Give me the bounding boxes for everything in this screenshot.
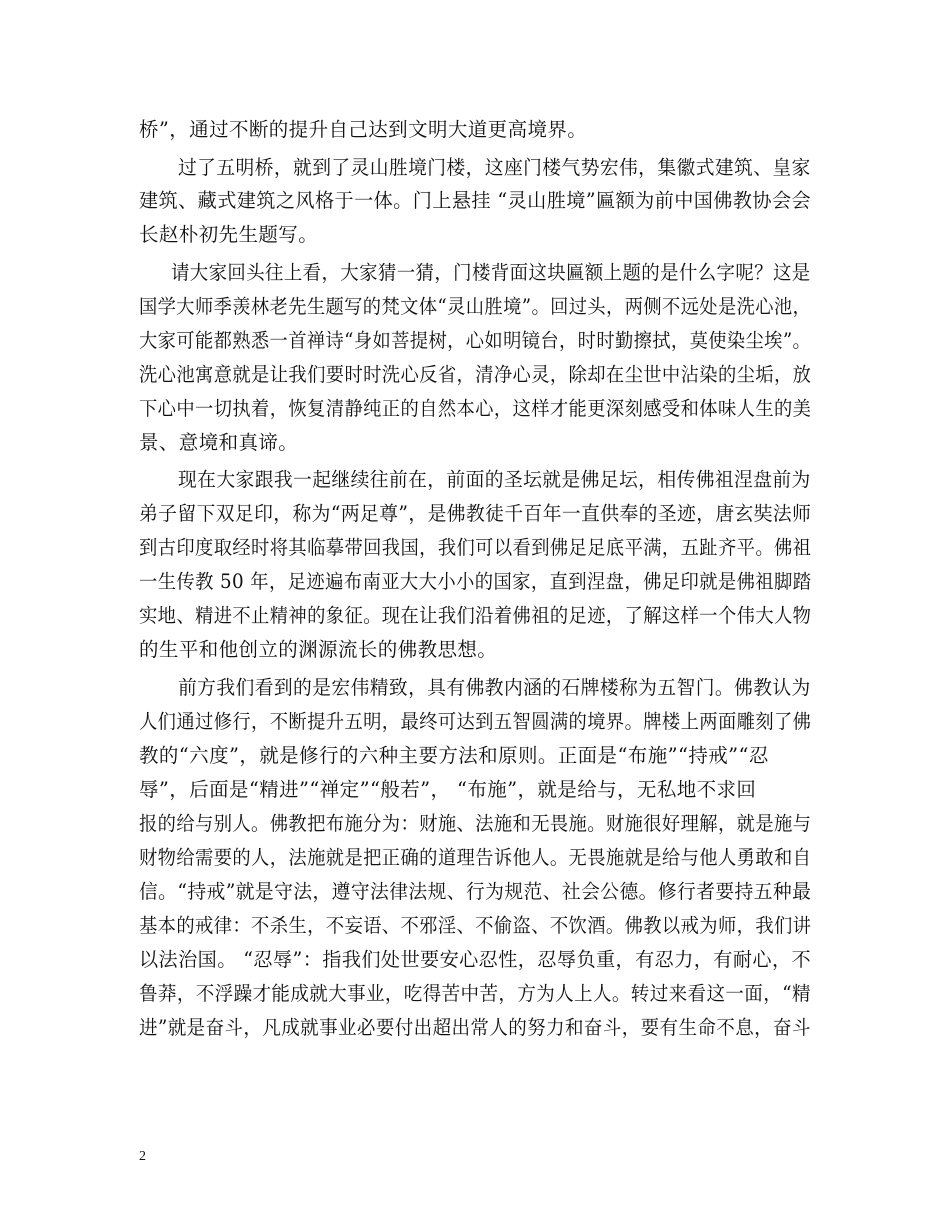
paragraph-line: 财物给需要的人，法施就是把正确的道理告诉他人。无畏施就是给与他人勇敢和自 bbox=[139, 846, 812, 869]
paragraph-line: 基本的戒律：不杀生，不妄语、不邪淫、不偷盗、不饮酒。佛教以戒为师，我们讲 bbox=[139, 914, 812, 937]
paragraph-line: 一生传教 50 年，足迹遍布南亚大大小小的国家，直到涅盘，佛足印就是佛祖脚踏 bbox=[139, 570, 812, 593]
page-number: 2 bbox=[139, 1149, 146, 1164]
paragraph-line: 的生平和他创立的渊源流长的佛教思想。 bbox=[139, 638, 498, 661]
paragraph-line: 洗心池寓意就是让我们要时时洗心反省，清净心灵，除却在尘世中沾染的尘垢，放 bbox=[139, 363, 812, 386]
paragraph-line: 下心中一切执着，恢复清静纯正的自然本心，这样才能更深刻感受和体味人生的美 bbox=[139, 397, 812, 420]
paragraph-line: 实地、精进不止精神的象征。现在让我们沿着佛祖的足迹，了解这样一个伟大人物 bbox=[139, 604, 812, 627]
paragraph-line: 弟子留下双足印，称为“两足尊”，是佛教徒千百年一直供奉的圣迹，唐玄奘法师 bbox=[139, 502, 812, 525]
paragraph-line: 辱”，后面是“精进”“禅定”“般若”， “布施”，就是给与，无私地不求回 bbox=[139, 778, 757, 801]
paragraph-line: 到古印度取经时将其临摹带回我国，我们可以看到佛足足底平满，五趾齐平。佛祖 bbox=[139, 536, 812, 559]
paragraph-line: 大家可能都熟悉一首禅诗“身如菩提树，心如明镜台，时时勤擦拭，莫使染尘埃”。 bbox=[139, 329, 812, 352]
paragraph-line: 请大家回头往上看，大家猜一猜，门楼背面这块匾额上题的是什么字呢？这是 bbox=[171, 261, 811, 284]
paragraph-line: 建筑、藏式建筑之风格于一体。门上悬挂 “灵山胜境”匾额为前中国佛教协会会 bbox=[139, 189, 812, 212]
paragraph-line: 鲁莽，不浮躁才能成就大事业，吃得苦中苦，方为人上人。转过来看这一面，“精 bbox=[139, 982, 811, 1005]
paragraph-line: 现在大家跟我一起继续往前在，前面的圣坛就是佛足坛，相传佛祖涅盘前为 bbox=[178, 468, 811, 491]
paragraph-line: 前方我们看到的是宏伟精致，具有佛教内涵的石牌楼称为五智门。佛教认为 bbox=[178, 676, 811, 699]
paragraph-line: 人们通过修行，不断提升五明，最终可达到五智圆满的境界。牌楼上两面雕刻了佛 bbox=[139, 710, 812, 733]
paragraph-line: 桥”，通过不断的提升自己达到文明大道更高境界。 bbox=[139, 118, 588, 141]
paragraph-line: 过了五明桥，就到了灵山胜境门楼，这座门楼气势宏伟，集徽式建筑、皇家 bbox=[178, 156, 811, 179]
paragraph-line: 教的“六度”，就是修行的六种主要方法和原则。正面是“布施”“持戒”“忍 bbox=[139, 744, 769, 767]
paragraph-line: 信。“持戒”就是守法，遵守法律法规、行为规范、社会公德。修行者要持五种最 bbox=[139, 880, 812, 903]
paragraph-line: 景、意境和真谛。 bbox=[139, 431, 299, 454]
paragraph-line: 以法治国。 “忍辱”：指我们处世要安心忍性，忍辱负重，有忍力，有耐心，不 bbox=[139, 948, 812, 971]
paragraph-line: 报的给与别人。佛教把布施分为：财施、法施和无畏施。财施很好理解，就是施与 bbox=[139, 812, 812, 835]
paragraph-line: 长赵朴初先生题写。 bbox=[139, 223, 319, 246]
paragraph-line: 进”就是奋斗，凡成就事业必要付出超出常人的努力和奋斗，要有生命不息，奋斗 bbox=[139, 1016, 811, 1039]
paragraph-line: 国学大师季羡林老先生题写的梵文体“灵山胜境”。回过头，两侧不远处是洗心池， bbox=[139, 295, 812, 318]
